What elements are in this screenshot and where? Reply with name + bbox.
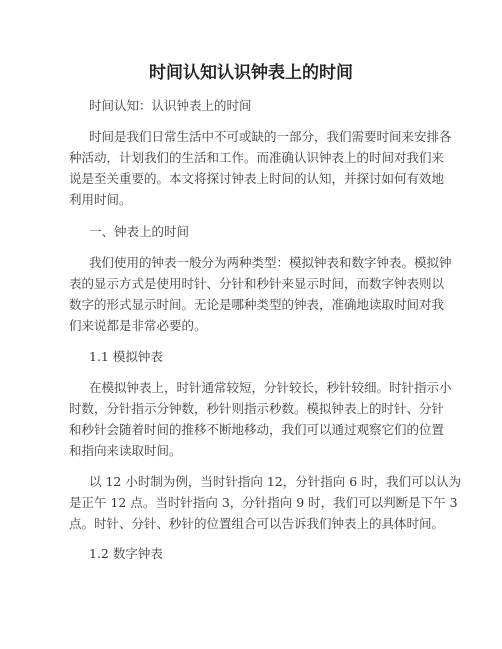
paragraph-clock-types [69, 252, 452, 336]
paragraph-line: 以 12 小时制为例，当时针指向 12，分针指向 6 时，我们可以认为 [89, 474, 462, 489]
paragraph-line: 是正午 12 点。当时针指向 3，分针指向 9 时，我们可以判断是下午 3 [69, 495, 458, 510]
paragraph-line: 时数，分针指示分钟数，秒针则指示秒数。模拟钟表上的时针、分针 [69, 401, 445, 416]
paragraph-line: 点。时针、分针、秒针的位置组合可以告诉我们钟表上的具体时间。 [69, 516, 445, 531]
paragraph-line: 我们使用的钟表一般分为两种类型：模拟钟表和数字钟表。模拟钟 [89, 255, 452, 270]
paragraph-example [69, 471, 462, 534]
subsection-heading-text: 1.1 模拟钟表 [89, 349, 163, 364]
paragraph-line: 们来说都是非常必要的。 [69, 318, 207, 333]
paragraph-line: 时间是我们日常生活中不可或缺的一部分，我们需要时间来安排各 [89, 129, 452, 144]
document-title: 时间认知认识钟表上的时间 [149, 63, 353, 83]
subsection-heading-text: 1.2 数字钟表 [89, 546, 163, 561]
paragraph-line: 种活动，计划我们的生活和工作。而准确认识钟表上的时间对我们来 [69, 150, 445, 165]
subsection-heading-1-1 [89, 346, 419, 367]
paragraph-line: 说是至关重要的。本文将探讨钟表上时间的认知，并探讨如何有效地 [69, 171, 445, 186]
document-subtitle [89, 95, 419, 116]
paragraph-line: 利用时间。 [69, 192, 132, 207]
section-heading-text: 一、钟表上的时间 [89, 224, 190, 239]
subtitle-line: 时间认知：认识钟表上的时间 [89, 98, 252, 113]
paragraph-intro [69, 126, 452, 210]
paragraph-line: 表的显示方式是使用时针、分针和秒针来显示时间，而数字钟表则以 [69, 276, 445, 291]
paragraph-line: 和秒针会随着时间的推移不断地移动，我们可以通过观察它们的位置 [69, 422, 445, 437]
subsection-heading-1-2 [89, 543, 419, 564]
paragraph-line: 和指向来读取时间。 [69, 443, 182, 458]
paragraph-line: 数字的形式显示时间。无论是哪种类型的钟表，准确地读取时间对我 [69, 297, 445, 312]
section-heading-1 [89, 221, 419, 242]
paragraph-analog [69, 377, 452, 461]
paragraph-line: 在模拟钟表上，时针通常较短，分针较长，秒针较细。时针指示小 [89, 380, 452, 395]
